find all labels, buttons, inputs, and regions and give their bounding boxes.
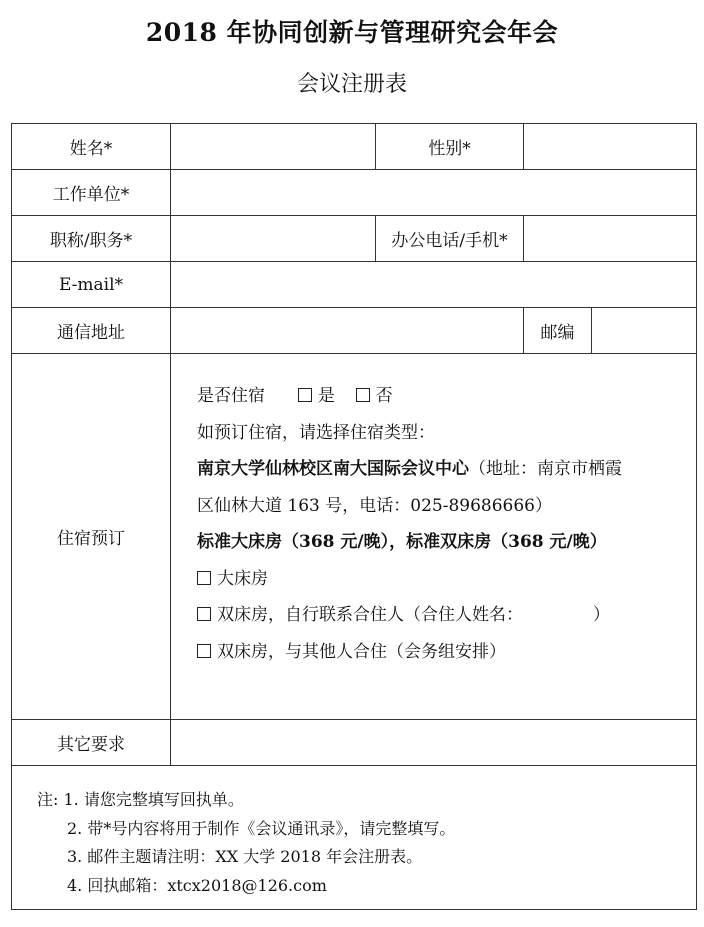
venue-address-cont: 区仙林大道 163 号，电话：025-89686666） [197, 495, 552, 516]
twin-assigned-label: 双床房，与其他人合住（会务组安排） [217, 641, 506, 662]
twin-self-checkbox[interactable] [197, 607, 211, 621]
twin-assigned-checkbox[interactable] [197, 644, 211, 658]
lodging-label: 住宿预订 [57, 529, 125, 549]
option-king-line [197, 561, 688, 598]
row-name [12, 124, 697, 170]
row-address [12, 308, 697, 354]
venue-name: 南京大学仙林校区南大国际会议中心 [197, 459, 469, 479]
page-title: 2018 年协同创新与管理研究会年会 [145, 18, 559, 47]
notes-prefix: 注: [37, 790, 59, 809]
email-label-cell [12, 262, 171, 308]
name-label: 姓名* [69, 139, 113, 159]
no-label: 否 [375, 386, 393, 406]
lodging-label-cell [12, 354, 171, 720]
row-position [12, 216, 697, 262]
lodging-question: 是否住宿 [197, 386, 265, 406]
address-label: 通信地址 [57, 323, 125, 343]
row-notes [12, 766, 697, 910]
note-1-text: 1. 请您完整填写回执单。 [63, 790, 244, 809]
yes-checkbox[interactable] [298, 388, 312, 402]
phone-input[interactable] [524, 216, 697, 262]
king-room-checkbox[interactable] [197, 571, 211, 585]
king-room-label: 大床房 [217, 568, 268, 589]
twin-self-label-end: ） [593, 605, 610, 625]
other-label-cell [12, 720, 171, 766]
no-checkbox[interactable] [356, 388, 370, 402]
note-4: 4. 回执邮箱：xtcx2018@126.com [67, 875, 327, 895]
position-label-cell [12, 216, 171, 262]
zip-input[interactable] [592, 308, 697, 354]
row-org [12, 170, 697, 216]
phone-label: 办公电话/手机* [391, 231, 508, 251]
position-label: 职称/职务* [49, 231, 133, 251]
name-input[interactable] [171, 124, 376, 170]
option-twin-self-line [197, 597, 688, 634]
row-lodging [12, 354, 697, 720]
lodging-options-cell [171, 354, 697, 720]
venue-line [197, 451, 688, 488]
name-label-cell [12, 124, 171, 170]
email-input[interactable] [171, 262, 697, 308]
org-label: 工作单位* [52, 185, 130, 205]
note-3: 3. 邮件主题请注明：XX 大学 2018 年会注册表。 [67, 847, 423, 866]
org-label-cell [12, 170, 171, 216]
lodging-question-line [197, 378, 688, 415]
zip-label-cell [524, 308, 592, 354]
note-2: 2. 带*号内容将用于制作《会议通讯录》，请完整填写。 [67, 818, 456, 838]
position-input[interactable] [171, 216, 376, 262]
org-input[interactable] [171, 170, 697, 216]
gender-label: 性别* [428, 139, 471, 159]
email-label: E-mail* [58, 274, 124, 295]
notes-cell [12, 766, 697, 910]
twin-self-label: 双床房，自行联系合住人（合住人姓名： [217, 605, 523, 625]
address-input[interactable] [171, 308, 524, 354]
form-subtitle: 会议注册表 [296, 72, 407, 97]
row-email [12, 262, 697, 308]
address-label-cell [12, 308, 171, 354]
other-input[interactable] [171, 720, 697, 766]
note-1 [37, 786, 686, 815]
other-label: 其它要求 [57, 735, 125, 755]
phone-label-cell [376, 216, 524, 262]
registration-table [11, 123, 697, 910]
gender-input[interactable] [524, 124, 697, 170]
option-twin-assigned-line [197, 634, 688, 671]
yes-label: 是 [317, 386, 335, 406]
venue-address: （地址：南京市栖霞 [469, 459, 622, 479]
lodging-prompt: 如预订住宿，请选择住宿类型： [197, 422, 435, 443]
room-prices: 标准大床房（368 元/晚），标准双床房（368 元/晚） [197, 532, 607, 552]
gender-label-cell [376, 124, 524, 170]
zip-label: 邮编 [540, 323, 575, 343]
row-other [12, 720, 697, 766]
